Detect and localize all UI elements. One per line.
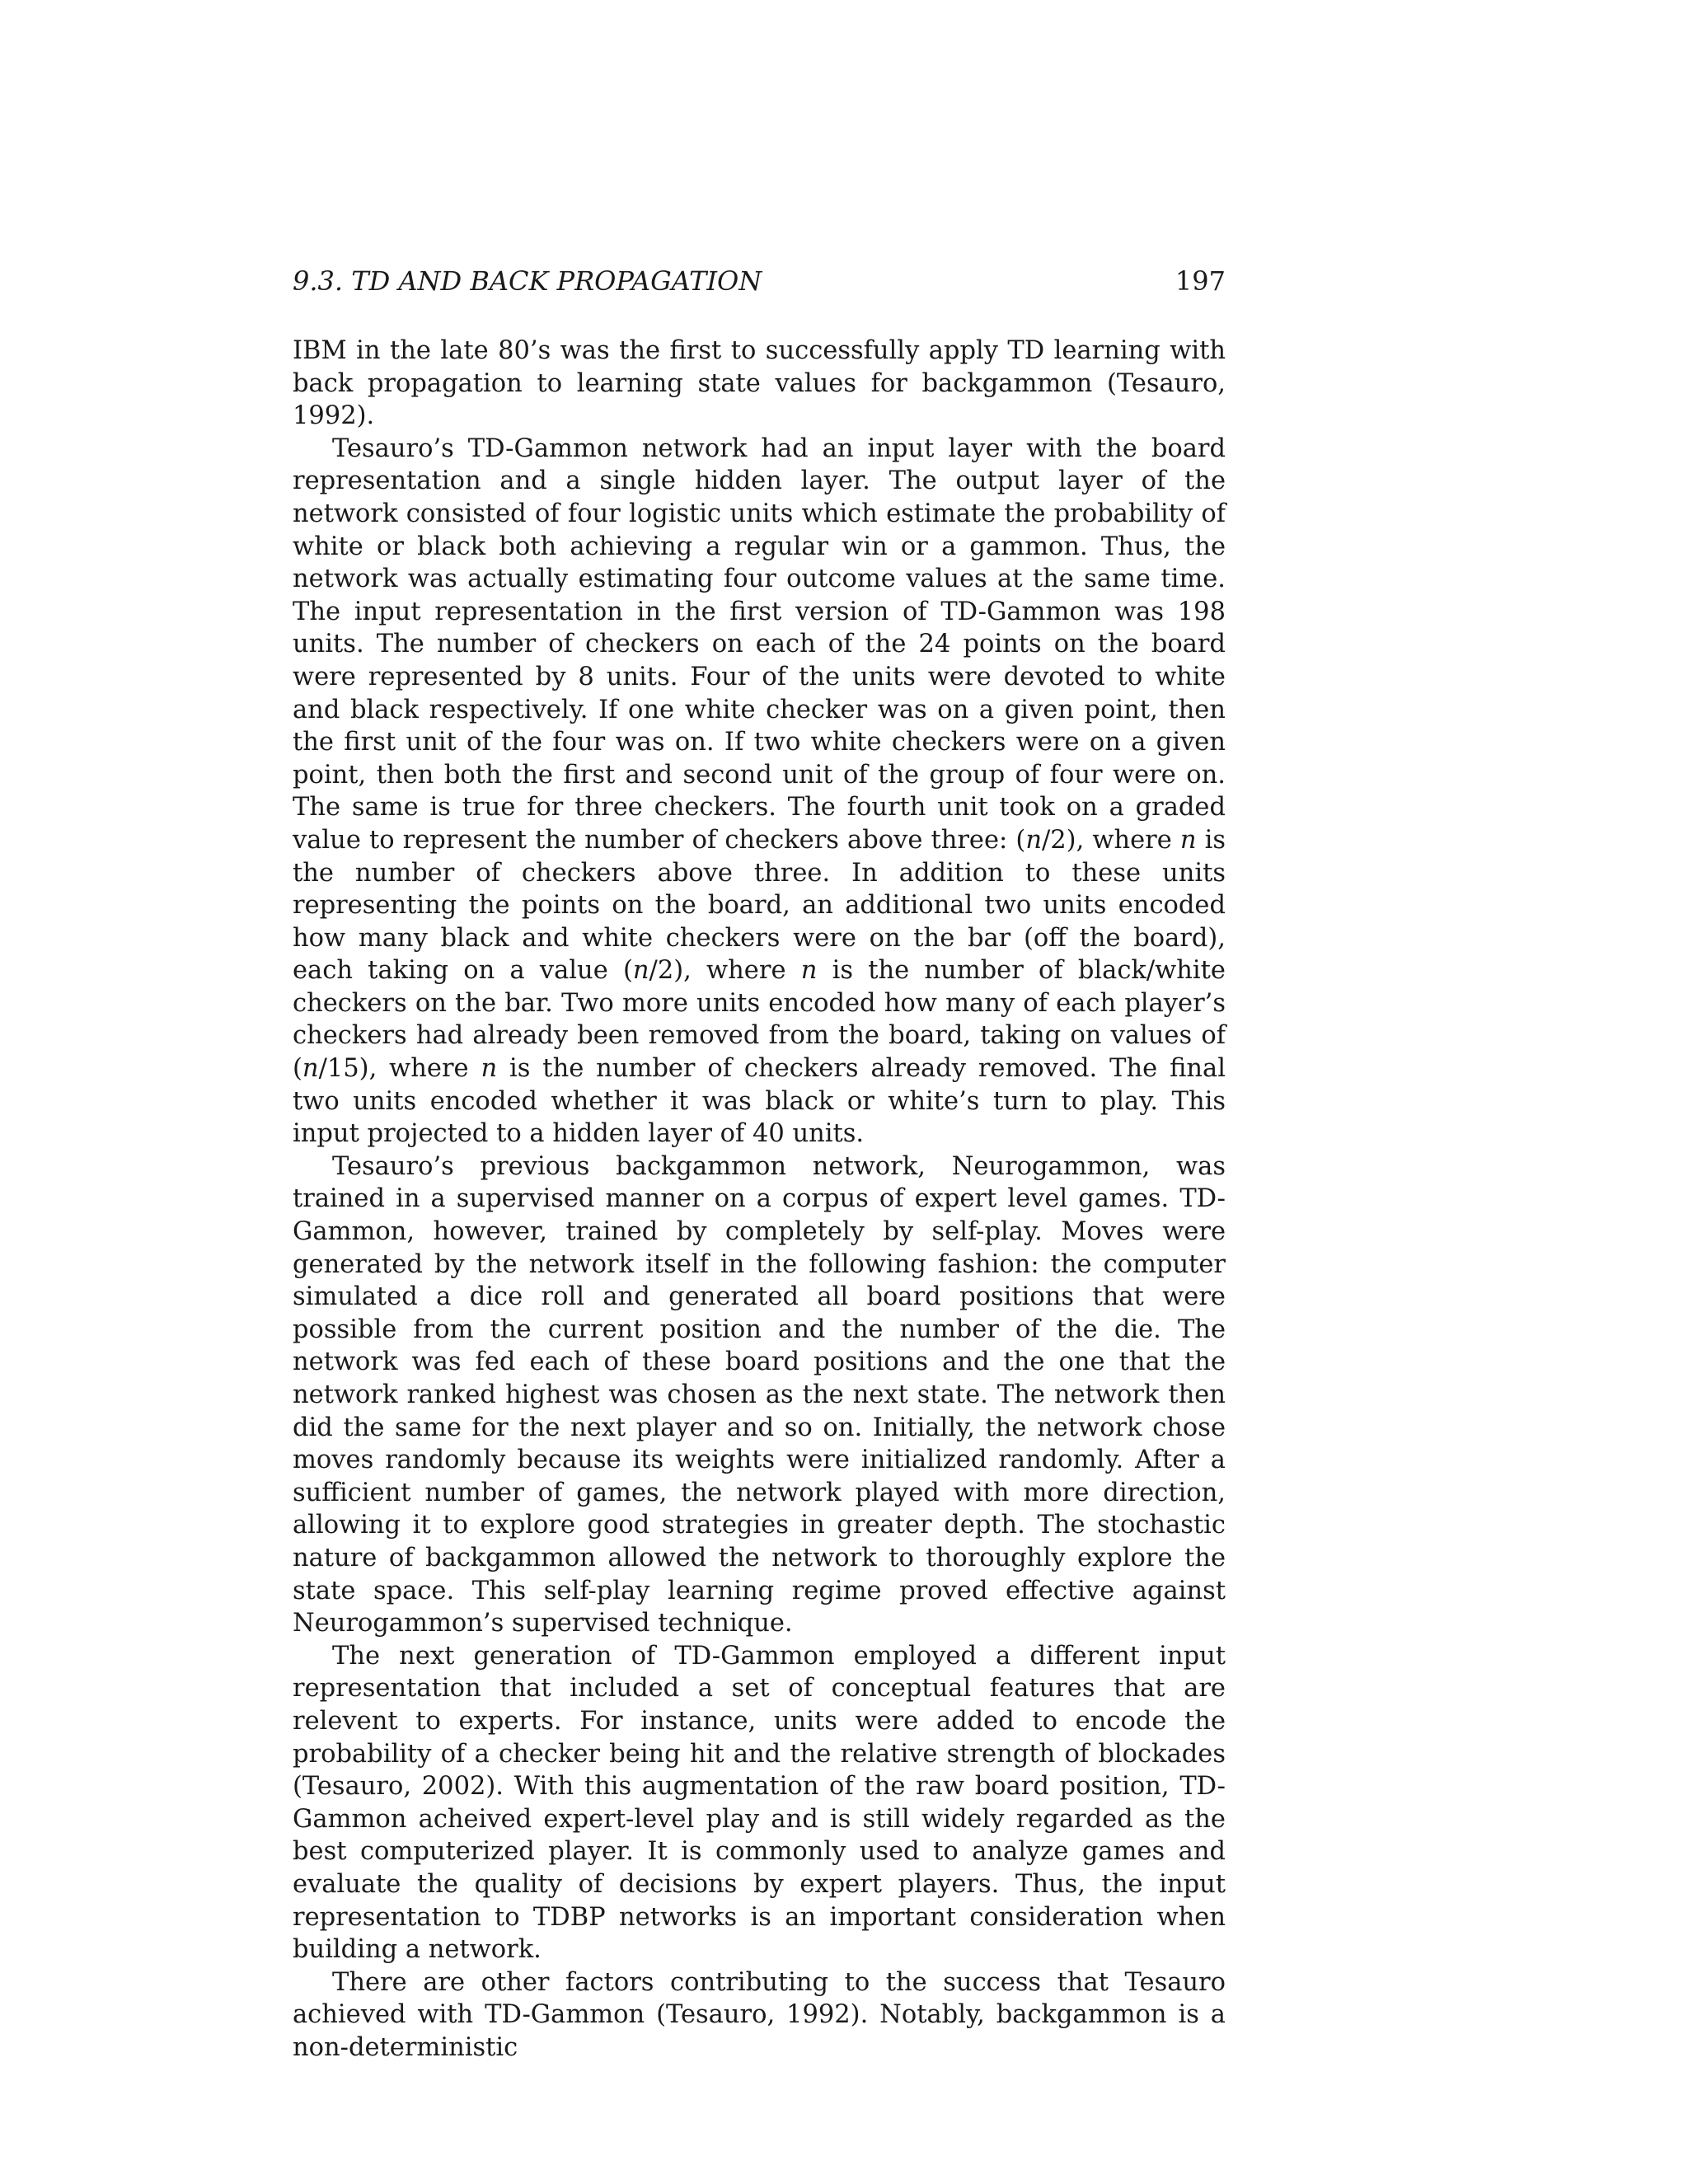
page-number: 197 — [1175, 265, 1226, 297]
paragraph-2: Tesauro’s TD-Gammon network had an input layer with the board representation and a single hidden layer. The output layer of the network consisted of four logistic units which estimate the probability of white or black both achieving a regular win or a gammon. Thus, the network was actually estimating four outcome values at the same time. The input representation in the first version of TD-Gammon was 198 units. The number of checkers on each of the 24 points on the board were represented by 8 units. Four of the units were devoted to white and black respectively. If one white checker was on a given point, then the first unit of the four was on. If two white checkers were on a given point, then both the first and second unit of the group of four were on. The same is true for three checkers. The fourth unit took on a graded value to represent the number of checkers above three: (n/2), where n is the number of checkers above three. In addition to these units representing the points on the board, an additional two units encoded how many black and white checkers were on the bar (off the board), each taking on a value (n/2), where n is the number of black/white checkers on the bar. Two more units encoded how many of each player’s checkers had already been removed from the board, taking on values of (n/15), where n is the number of checkers already removed. The final two units encoded whether it was black or white’s turn to play. This input projected to a hidden layer of 40 units. — [293, 434, 1226, 1149]
section-title: 9.3. TD AND BACK PROPAGATION — [293, 265, 762, 297]
document-page — [293, 262, 1226, 2064]
paragraph-1: IBM in the late 80’s was the first to successfully apply TD learning with back propagation to learning state values for backgammon (Tesauro, 1992). — [293, 336, 1226, 431]
running-header — [293, 262, 1226, 300]
body-text — [293, 335, 1226, 2064]
paragraph-3: Tesauro’s previous backgammon network, Neurogammon, was trained in a supervised manner on a corpus of expert level games. TD-Gammon, however, trained by completely by self-play. Moves were generated by the network itself in the following fashion: the computer simulated a dice roll and generated all board positions that were possible from the current position and the number of the die. The network was fed each of these board positions and the one that the network ranked highest was chosen as the next state. The network then did the same for the next player and so on. Initially, the network chose moves randomly because its weights were initialized randomly. After a sufficient number of games, the network played with more direction, allowing it to explore good strategies in greater depth. The stochastic nature of backgammon allowed the network to thoroughly explore the state space. This self-play learning regime proved effective against Neurogammon’s supervised technique. — [293, 1151, 1226, 1638]
paragraph-4: The next generation of TD-Gammon employed a different input representation that included a set of conceptual features that are relevent to experts. For instance, units were added to encode the probability of a checker being hit and the relative strength of blockades (Tesauro, 2002). With this augmentation of the raw board position, TD-Gammon acheived expert-level play and is still widely regarded as the best computerized player. It is commonly used to analyze games and evaluate the quality of decisions by expert players. Thus, the input representation to TDBP networks is an important consideration when building a network. — [293, 1641, 1226, 1965]
paragraph-5: There are other factors contributing to the success that Tesauro achieved with TD-Gammon (Tesauro, 1992). Notably, backgammon is a non-deterministic — [293, 1967, 1226, 2062]
